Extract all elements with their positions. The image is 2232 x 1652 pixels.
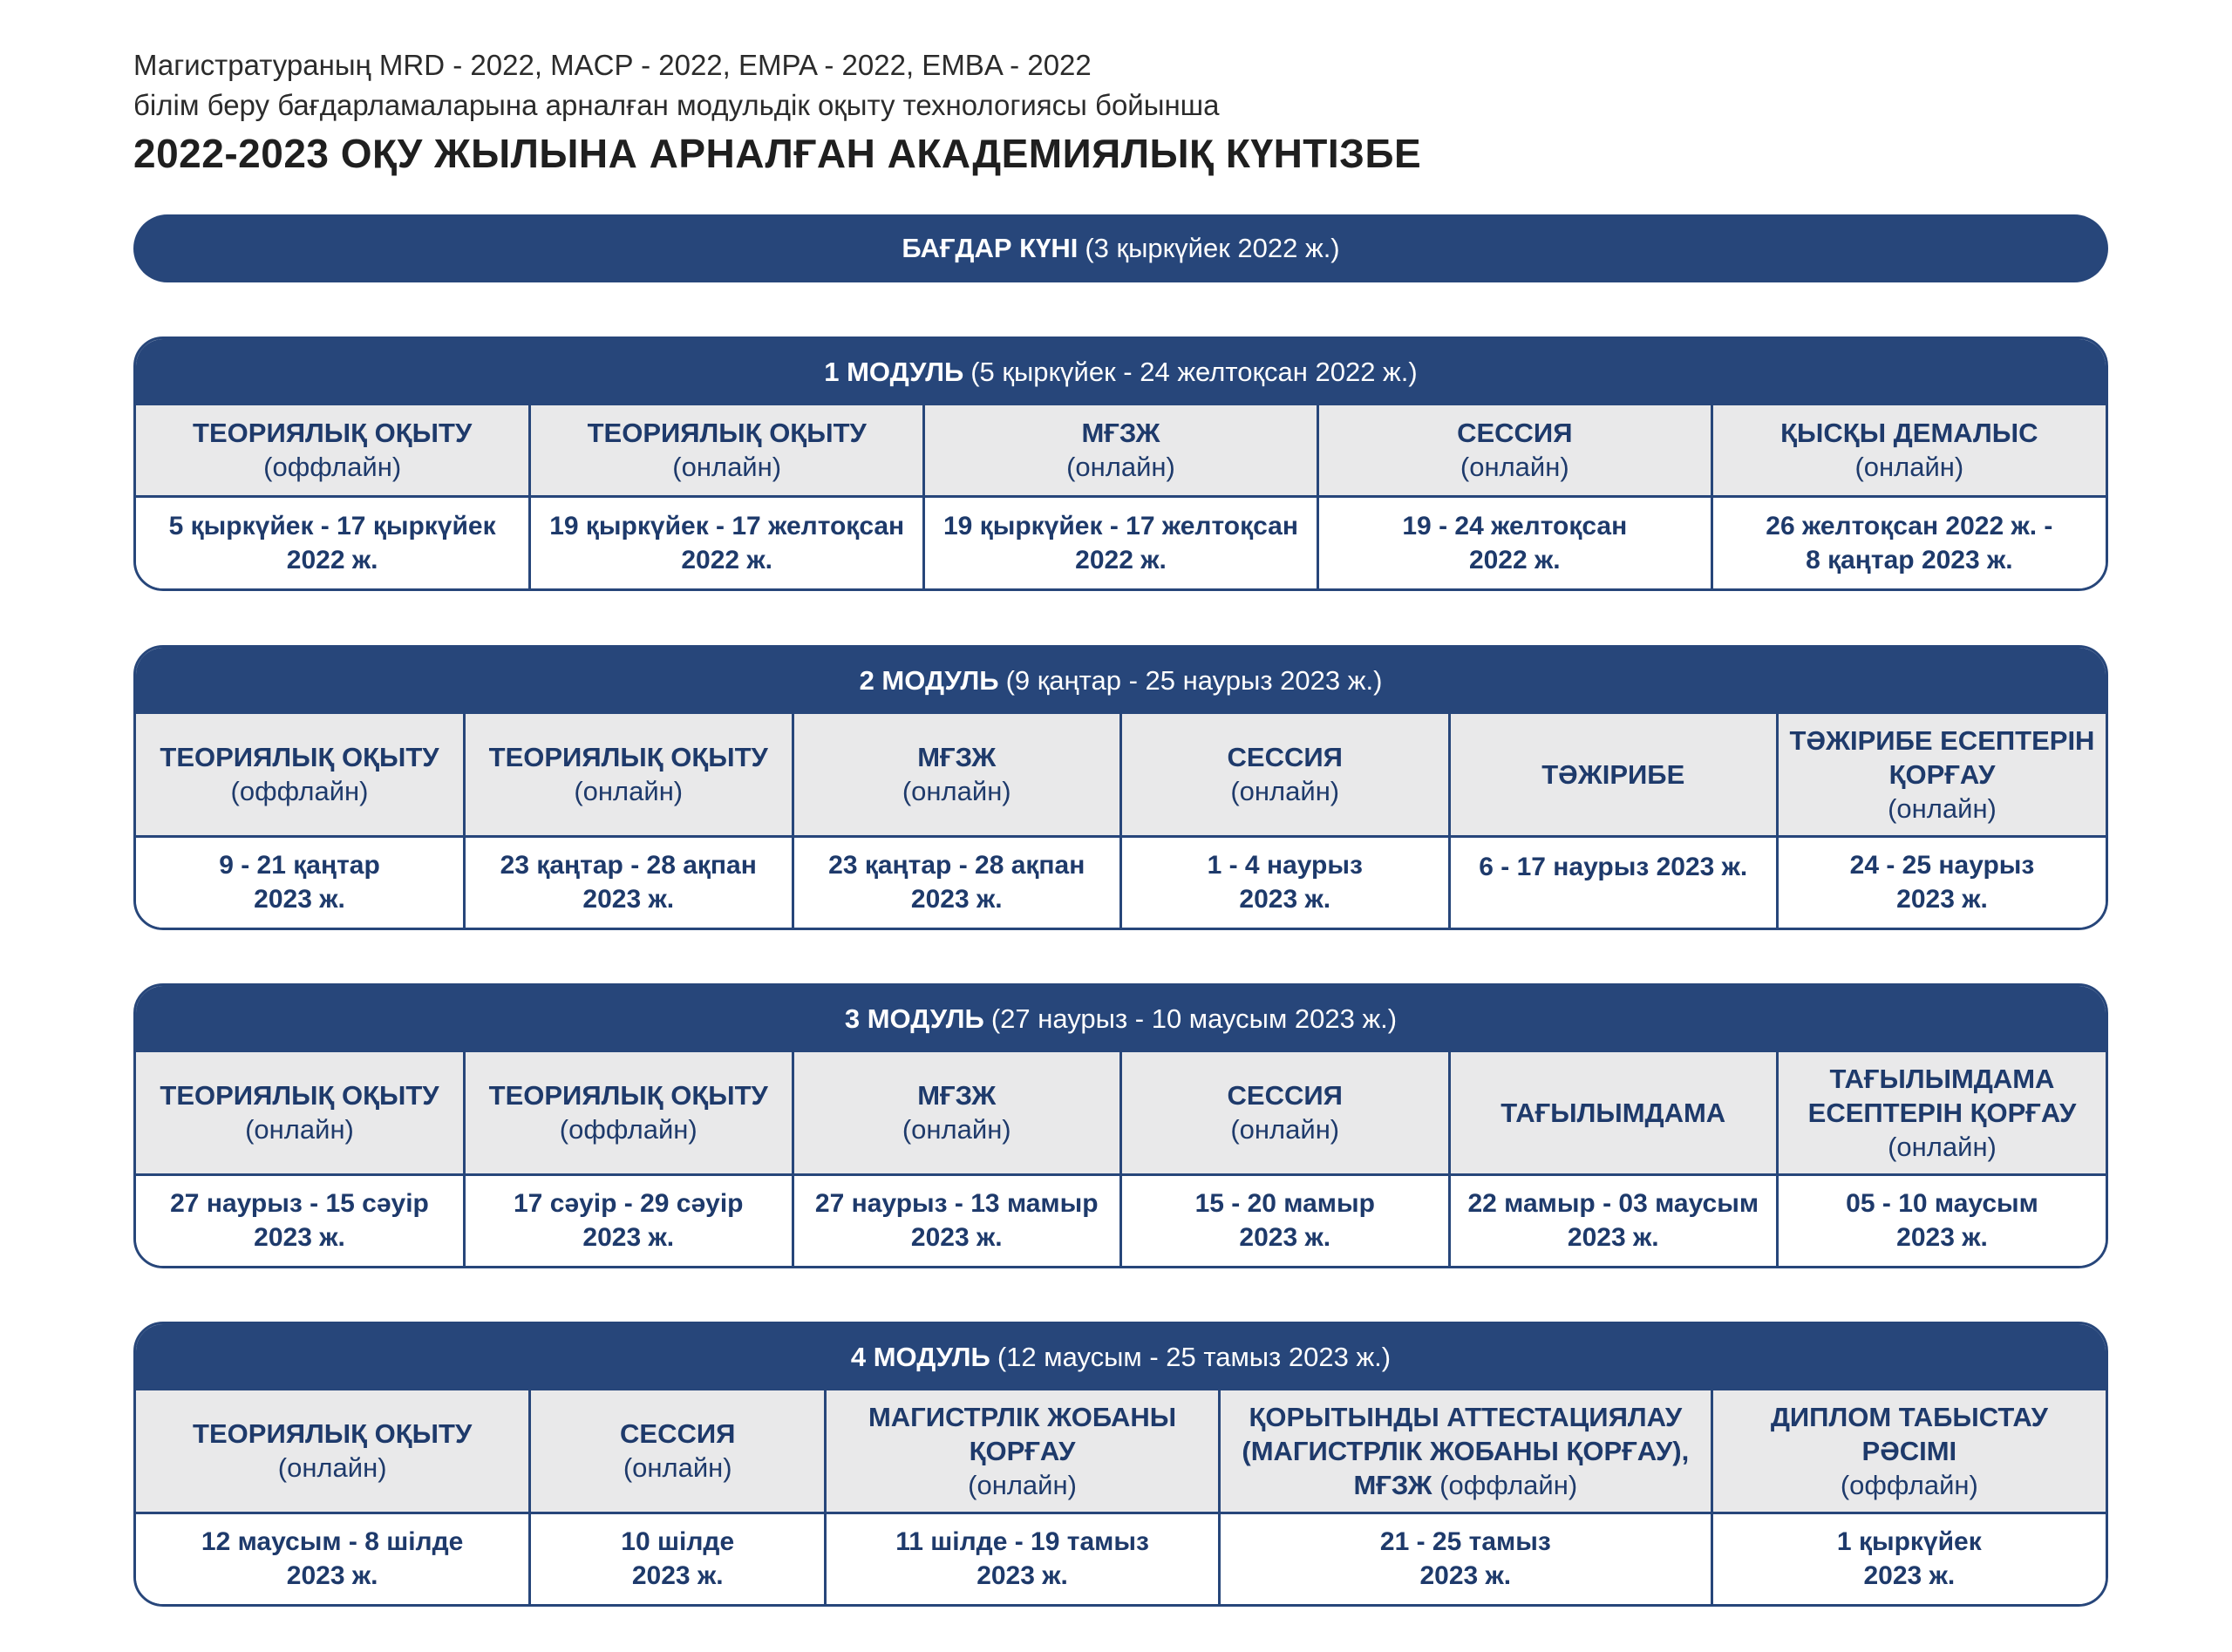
date-line-1: 21 - 25 тамыз — [1379, 1527, 1551, 1557]
activity-mode: (онлайн) — [902, 776, 1011, 807]
activity-mode: (онлайн) — [574, 776, 684, 807]
activity-mode: (оффлайн) — [1439, 1469, 1578, 1500]
module-header — [136, 648, 2106, 714]
module-label: 3 МОДУЛЬ — [844, 1003, 984, 1034]
activity-mode: (оффлайн) — [230, 776, 369, 807]
module-schedule-table — [136, 714, 2106, 928]
date-cell — [793, 836, 1121, 928]
activity-cell — [530, 1390, 826, 1513]
date-line-2: 2023 ж. — [1863, 1561, 1956, 1591]
module-header — [136, 339, 2106, 405]
activity-mode: (онлайн) — [277, 1452, 387, 1484]
date-line-2: 8 қаңтар 2023 ж. — [1806, 545, 2013, 574]
activity-name: ТЕОРИЯЛЫҚ ОҚЫТУ — [160, 1080, 439, 1112]
date-cell — [924, 496, 1318, 588]
activity-mode: (онлайн) — [672, 452, 782, 483]
module-schedule-table — [136, 1390, 2106, 1604]
activity-name: ДИПЛОМ ТАБЫСТАУ РӘСІМІ — [1770, 1401, 2048, 1466]
activity-mode: (онлайн) — [1888, 1131, 1997, 1162]
activity-name: ТЕОРИЯЛЫҚ ОҚЫТУ — [488, 1080, 768, 1112]
date-line-1: 10 шілде — [621, 1527, 735, 1557]
activity-cell — [136, 714, 465, 836]
activity-name: СЕССИЯ — [1227, 742, 1343, 773]
activity-name: МҒЗЖ — [917, 1080, 997, 1112]
date-line-1: 26 желтоқсан 2022 ж. - — [1766, 511, 2053, 540]
date-cell — [530, 496, 924, 588]
activity-name: ҚОРЫТЫНДЫ АТТЕСТАЦИЯЛАУ (МАГИСТРЛІК ЖОБАНЫ ҚОРҒАУ), — [1242, 1401, 1690, 1466]
document-header — [133, 45, 2139, 178]
date-cell — [1778, 1174, 2106, 1266]
orientation-label: БАҒДАР КҮНІ — [902, 233, 1079, 263]
activity-cell — [793, 1052, 1121, 1174]
activity-row — [136, 1052, 2106, 1174]
date-row — [136, 836, 2106, 928]
activity-cell — [1778, 1052, 2106, 1174]
date-line-2: 2022 ж. — [1468, 545, 1561, 574]
date-cell — [1317, 496, 1711, 588]
module-period: (12 маусым - 25 тамыз 2023 ж.) — [997, 1342, 1392, 1372]
date-line-1: 1 қыркүйек — [1836, 1527, 1982, 1557]
activity-cell — [1219, 1390, 1711, 1513]
date-line-1: 23 қаңтар - 28 ақпан — [828, 851, 1085, 880]
date-line-2: 2023 ж. — [1239, 885, 1331, 914]
activity-cell — [465, 714, 793, 836]
date-line-1: 19 қыркүйек - 17 желтоқсан — [943, 511, 1298, 540]
date-line-2: 2023 ж. — [1567, 1223, 1659, 1253]
activity-mode: (онлайн) — [1230, 1114, 1340, 1146]
date-line-2: 2023 ж. — [910, 885, 1003, 914]
activity-row — [136, 714, 2106, 836]
activity-row — [136, 1390, 2106, 1513]
date-line-2: 2023 ж. — [254, 1223, 345, 1253]
activity-row — [136, 405, 2106, 496]
activity-cell — [1711, 405, 2106, 496]
date-cell — [1121, 1174, 1450, 1266]
activity-cell — [1121, 714, 1450, 836]
date-line-2: 2022 ж. — [681, 545, 773, 574]
activity-cell — [465, 1052, 793, 1174]
activity-name: СЕССИЯ — [1457, 418, 1573, 449]
activity-mode: (онлайн) — [1230, 776, 1340, 807]
activity-name: МҒЗЖ — [917, 742, 997, 773]
date-line-1: 24 - 25 наурыз — [1849, 851, 2035, 880]
date-cell — [1449, 836, 1778, 928]
activity-mode: (онлайн) — [1066, 452, 1175, 483]
activity-name: ТӘЖІРИБЕ ЕСЕПТЕРІН ҚОРҒАУ — [1789, 724, 2095, 790]
date-line-2: 2023 ж. — [1419, 1561, 1512, 1591]
activity-mode: (онлайн) — [1460, 452, 1569, 483]
activity-mode: (онлайн) — [968, 1469, 1077, 1500]
date-line-2: 2022 ж. — [286, 545, 378, 574]
date-line-1: 6 - 17 наурыз 2023 ж. — [1479, 852, 1748, 881]
activity-cell — [793, 714, 1121, 836]
activity-mode: (оффлайн) — [559, 1114, 698, 1146]
date-cell — [1219, 1513, 1711, 1604]
activity-cell — [1449, 1052, 1778, 1174]
activity-mode-line — [1229, 1468, 1702, 1502]
date-cell — [465, 836, 793, 928]
date-cell — [136, 836, 465, 928]
date-line-1: 17 сәуір - 29 сәуір — [514, 1189, 744, 1219]
activity-cell — [1778, 714, 2106, 836]
activity-name: ТӘЖІРИБЕ — [1541, 758, 1685, 790]
date-cell — [1711, 496, 2106, 588]
date-line-2: 2022 ж. — [1075, 545, 1167, 574]
activity-name: ТЕОРИЯЛЫҚ ОҚЫТУ — [587, 418, 867, 449]
module-period: (9 қаңтар - 25 наурыз 2023 ж.) — [1005, 665, 1383, 696]
module-header — [136, 986, 2106, 1052]
module-schedule-table — [136, 1052, 2106, 1266]
module-label: 2 МОДУЛЬ — [859, 665, 999, 696]
header-line-1: Магистратураның MRD - 2022, MACP - 2022, EMPA - 2022, EMBA - 2022 — [133, 49, 1092, 81]
activity-mode: (онлайн) — [1888, 792, 1997, 824]
activity-mode: (онлайн) — [245, 1114, 354, 1146]
date-line-1: 9 - 21 қаңтар — [219, 851, 380, 880]
activity-name: ТЕОРИЯЛЫҚ ОҚЫТУ — [193, 418, 473, 449]
activity-mode: (онлайн) — [623, 1452, 732, 1484]
activity-cell — [1711, 1390, 2106, 1513]
page-title: 2022-2023 ОҚУ ЖЫЛЫНА АРНАЛҒАН АКАДЕМИЯЛЫҚ КҮНТІЗБЕ — [133, 131, 1422, 176]
activity-name: МАГИСТРЛІК ЖОБАНЫ ҚОРҒАУ — [868, 1401, 1177, 1466]
date-line-1: 23 қаңтар - 28 ақпан — [500, 851, 757, 880]
module-2-table — [133, 645, 2108, 930]
date-cell — [826, 1513, 1220, 1604]
module-4-table — [133, 1322, 2108, 1607]
date-line-2: 2023 ж. — [286, 1561, 378, 1591]
module-label: 4 МОДУЛЬ — [850, 1342, 990, 1372]
date-cell — [1121, 836, 1450, 928]
activity-name: ҚЫСҚЫ ДЕМАЛЫС — [1780, 418, 2038, 449]
date-cell — [136, 496, 530, 588]
activity-cell — [1449, 714, 1778, 836]
activity-mode: (оффлайн) — [1840, 1469, 1978, 1500]
activity-cell — [136, 405, 530, 496]
activity-name: ТЕОРИЯЛЫҚ ОҚЫТУ — [488, 742, 768, 773]
date-line-2: 2023 ж. — [631, 1561, 724, 1591]
date-row — [136, 1174, 2106, 1266]
date-row — [136, 496, 2106, 588]
activity-mode: (онлайн) — [902, 1114, 1011, 1146]
activity-name: МҒЗЖ — [1081, 418, 1160, 449]
date-line-2: 2023 ж. — [254, 885, 345, 914]
date-cell — [136, 1174, 465, 1266]
date-cell — [465, 1174, 793, 1266]
date-row — [136, 1513, 2106, 1604]
date-line-2: 2023 ж. — [1239, 1223, 1331, 1253]
date-cell — [530, 1513, 826, 1604]
module-period: (27 наурыз - 10 маусым 2023 ж.) — [990, 1003, 1398, 1034]
activity-name-suffix: МҒЗЖ — [1353, 1469, 1432, 1500]
date-cell — [793, 1174, 1121, 1266]
date-line-2: 2023 ж. — [1896, 885, 1988, 914]
date-line-1: 1 - 4 наурыз — [1207, 851, 1363, 880]
date-line-1: 27 наурыз - 13 мамыр — [814, 1189, 1099, 1219]
date-line-1: 11 шілде - 19 тамыз — [895, 1527, 1149, 1557]
date-line-1: 15 - 20 мамыр — [1194, 1189, 1375, 1219]
date-line-2: 2023 ж. — [582, 1223, 675, 1253]
date-line-1: 12 маусым - 8 шілде — [201, 1527, 464, 1557]
date-line-1: 19 қыркүйек - 17 желтоқсан — [549, 511, 905, 540]
module-period: (5 қыркүйек - 24 желтоқсан 2022 ж.) — [970, 357, 1418, 387]
date-cell — [1778, 836, 2106, 928]
activity-name: ТАҒЫЛЫМДАМА — [1500, 1097, 1726, 1128]
activity-name: ТАҒЫЛЫМДАМА ЕСЕПТЕРІН ҚОРҒАУ — [1807, 1063, 2077, 1128]
activity-cell — [136, 1390, 530, 1513]
module-schedule-table — [136, 405, 2106, 588]
activity-name: ТЕОРИЯЛЫҚ ОҚЫТУ — [193, 1418, 473, 1450]
activity-cell — [1121, 1052, 1450, 1174]
date-line-1: 27 наурыз - 15 сәуір — [170, 1189, 429, 1219]
orientation-date: (3 қыркүйек 2022 ж.) — [1085, 233, 1340, 263]
date-cell — [136, 1513, 530, 1604]
date-line-2: 2023 ж. — [976, 1561, 1068, 1591]
activity-cell — [924, 405, 1318, 496]
activity-name: СЕССИЯ — [620, 1418, 736, 1450]
date-line-2: 2023 ж. — [1896, 1223, 1988, 1253]
activity-mode: (онлайн) — [1854, 452, 1964, 483]
activity-name: СЕССИЯ — [1227, 1080, 1343, 1112]
date-line-1: 5 қыркүйек - 17 қыркүйек — [168, 511, 496, 540]
activity-mode: (оффлайн) — [263, 452, 402, 483]
activity-cell — [136, 1052, 465, 1174]
module-3-table — [133, 983, 2108, 1268]
date-line-1: 22 мамыр - 03 маусым — [1467, 1189, 1759, 1219]
date-line-2: 2023 ж. — [582, 885, 675, 914]
date-cell — [1449, 1174, 1778, 1266]
orientation-day-banner — [133, 214, 2108, 282]
header-line-2: білім беру бағдарламаларына арналған модульдік оқыту технологиясы бойынша — [133, 89, 1220, 121]
date-line-2: 2023 ж. — [910, 1223, 1003, 1253]
activity-cell — [826, 1390, 1220, 1513]
activity-cell — [1317, 405, 1711, 496]
date-cell — [1711, 1513, 2106, 1604]
activity-cell — [530, 405, 924, 496]
module-1-table — [133, 337, 2108, 591]
module-label: 1 МОДУЛЬ — [824, 357, 964, 387]
date-line-1: 19 - 24 желтоқсан — [1402, 511, 1628, 540]
date-line-1: 05 - 10 маусым — [1846, 1189, 2038, 1219]
module-header — [136, 1324, 2106, 1390]
activity-name: ТЕОРИЯЛЫҚ ОҚЫТУ — [160, 742, 439, 773]
